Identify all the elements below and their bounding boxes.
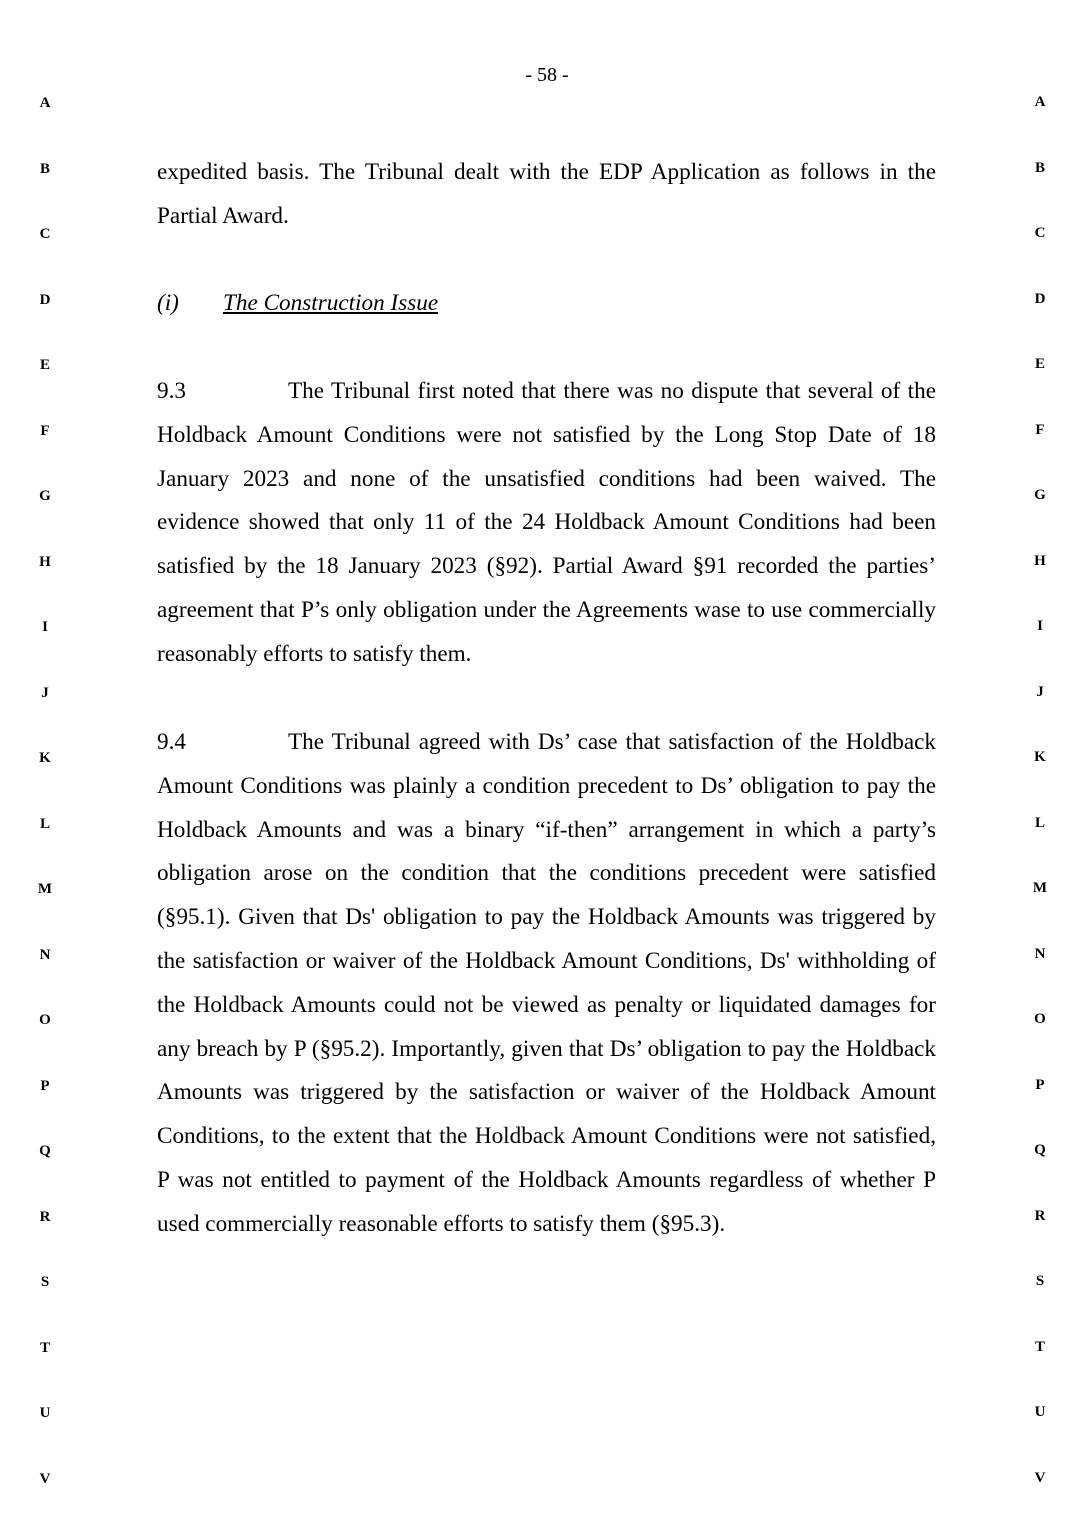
right-margin-letter-l: L [1034, 815, 1045, 831]
paragraph-text: The Tribunal first noted that there was no dispute that several of the Holdback Amount Conditions were not satisfied by the Long Stop Date of 18 January 2023 and none of the unsatisfied conditions had been waived. The evidence showed that only 11 of the 24 Holdback Amount Conditions had been satisfied by the 18 January 2023 (§92). Partial Award §91 recorded the parties’ agreement that P’s only obligation under the Agreements wase to use commercially reasonably efforts to satisfy them. [157, 378, 936, 667]
left-margin-letter-o: O [39, 1012, 51, 1028]
right-margin-letter-d: D [1034, 291, 1046, 307]
left-margin-letter-r: R [39, 1209, 51, 1225]
left-margin-letter-j: J [41, 685, 49, 701]
right-margin-letter-r: R [1034, 1208, 1046, 1224]
right-margin-letter-f: F [1035, 422, 1045, 438]
left-margin-letter-u: U [39, 1405, 51, 1421]
left-margin-letter-c: C [39, 226, 51, 242]
right-margin-letter-o: O [1034, 1011, 1046, 1027]
right-margin-letter-i: I [1037, 618, 1043, 634]
section-heading-number: (i) [157, 290, 179, 316]
right-margin-letter-n: N [1034, 946, 1046, 962]
left-margin-letter-d: D [39, 292, 51, 308]
page-number: - 58 - [525, 64, 569, 86]
right-margin-letter-c: C [1034, 225, 1046, 241]
left-margin-letter-l: L [39, 816, 50, 832]
left-margin-letter-h: H [39, 554, 51, 570]
right-margin-letter-g: G [1034, 487, 1046, 503]
right-margin-letter-s: S [1035, 1273, 1045, 1289]
right-margin-letter-m: M [1032, 880, 1048, 896]
right-margin-letter-b: B [1034, 160, 1045, 176]
section-heading [157, 282, 438, 326]
left-margin-letter-a: A [39, 95, 51, 111]
opening-paragraph-block [157, 151, 936, 239]
right-margin-letter-j: J [1036, 684, 1044, 700]
left-margin-letter-k: K [39, 750, 51, 766]
right-margin-letter-q: Q [1034, 1142, 1046, 1158]
paragraph-number: 9.3 [157, 378, 186, 404]
left-margin-letter-b: B [39, 161, 50, 177]
left-margin-letter-e: E [39, 357, 50, 373]
right-margin-letter-p: P [1035, 1077, 1045, 1093]
right-margin-letter-v: V [1034, 1470, 1046, 1486]
paragraph-9-3 [157, 370, 936, 677]
paragraph-9-4-body [157, 721, 936, 1247]
left-margin-letter-p: P [40, 1078, 50, 1094]
right-margin-letter-h: H [1034, 553, 1046, 569]
opening-paragraph: expedited basis. The Tribunal dealt with the EDP Application as follows in the Partial Award. [157, 159, 936, 229]
right-margin-letter-k: K [1034, 749, 1046, 765]
right-margin-letter-t: T [1034, 1339, 1045, 1355]
left-margin-letter-v: V [39, 1471, 51, 1487]
left-margin-letter-m: M [37, 881, 53, 897]
paragraph-text: The Tribunal agreed with Ds’ case that satisfaction of the Holdback Amount Conditions was plainly a condition precedent to Ds’ obligation to pay the Holdback Amounts and was a binary “if-then” arrangement in which a party’s obligation arose on the condition that the conditions precedent were satisfied (§95.1). Given that Ds' obligation to pay the Holdback Amounts was triggered by the satisfaction or waiver of the Holdback Amount Conditions, Ds' withholding of the Holdback Amounts could not be viewed as penalty or liquidated damages for any breach by P (§95.2). Importantly, given that Ds’ obligation to pay the Holdback Amounts was triggered by the satisfaction or waiver of the Holdback Amount Conditions, to the extent that the Holdback Amount Conditions were not satisfied, P was not entitled to payment of the Holdback Amounts regardless of whether P used commercially reasonable efforts to satisfy them (§95.3). [157, 729, 936, 1237]
section-heading-title: The Construction Issue [223, 290, 439, 316]
right-margin-letter-a: A [1034, 94, 1046, 110]
paragraph-number: 9.4 [157, 729, 186, 755]
left-margin-letter-i: I [42, 619, 48, 635]
left-margin-letter-n: N [39, 947, 51, 963]
left-margin-letter-t: T [39, 1340, 50, 1356]
right-margin-letter-u: U [1034, 1404, 1046, 1420]
left-margin-letter-s: S [40, 1274, 50, 1290]
left-margin-letter-q: Q [39, 1143, 51, 1159]
left-margin-letter-g: G [39, 488, 51, 504]
right-margin-letter-e: E [1034, 356, 1045, 372]
left-margin-letter-f: F [40, 423, 50, 439]
paragraph-9-3-body [157, 370, 936, 677]
paragraph-9-4 [157, 721, 936, 1247]
